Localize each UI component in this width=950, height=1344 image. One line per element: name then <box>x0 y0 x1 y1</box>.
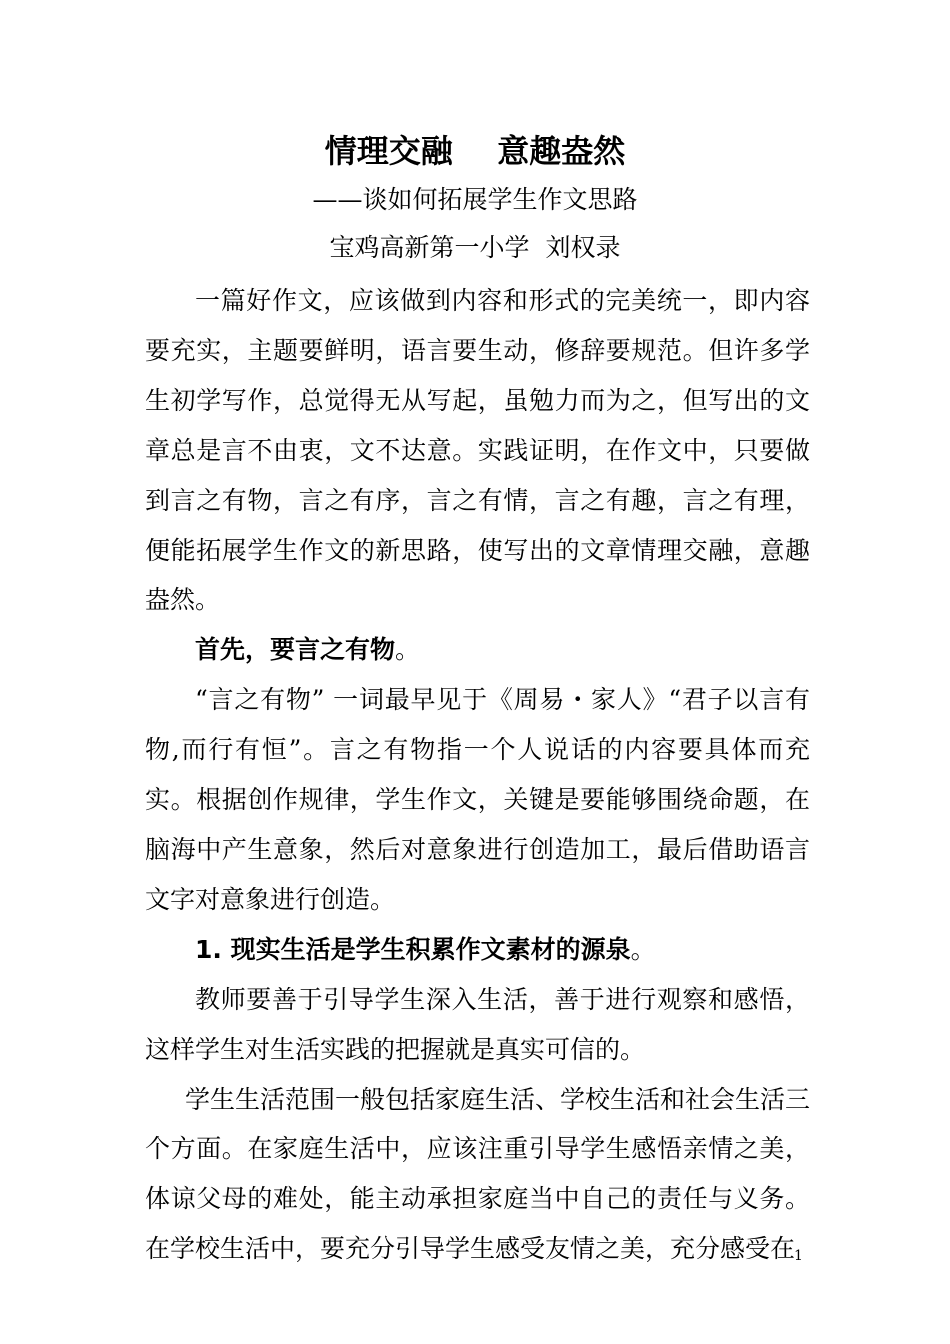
section-heading-first-bold: 首先，要言之有物 <box>195 635 396 665</box>
page-number: 1 <box>794 1248 803 1264</box>
paragraph-intro: 一篇好作文，应该做到内容和形式的完美统一，即内容要充实，主题要鲜明，语言要生动，修辞要规范。但许多学生初学写作，总觉得无从写起，虽勉力而为之，但写出的文章总是言不由衷，文不达意。实践证明，在作文中，只要做到言之有物，言之有序，言之有情，言之有趣，言之有理，便能拓展学生作文的新思路，使写出的文章情理交融，意趣盎然。 <box>145 286 810 615</box>
section-heading-first <box>145 625 810 675</box>
author-line: 宝鸡高新第一小学 刘权录 <box>329 233 621 262</box>
document-body <box>145 276 810 1274</box>
document-subtitle: ——谈如何拓展学生作文思路 <box>312 185 638 214</box>
paragraph-meaning: “言之有物” 一词最早见于《周易・家人》“君子以言有物,而行有恒”。言之有物指一个人说话的内容要具体而充实。根据创作规律，学生作文，关键是要能够围绕命题，在脑海中产生意象，然后对意象进行创造加工，最后借助语言文字对意象进行创造。 <box>145 685 810 914</box>
subsection-heading-1-bold: 1. 现实生活是学生积累作文素材的源泉 <box>195 934 631 964</box>
document-title: 情理交融 意趣盎然 <box>324 132 626 170</box>
subsection-heading-1-tail: 。 <box>630 934 656 964</box>
paragraph-life-scope: 学生生活范围一般包括家庭生活、学校生活和社会生活三个方面。在家庭生活中，应该注重引导学生感悟亲情之美，体谅父母的难处，能主动承担家庭当中自己的责任与义务。在学校生活中，要充分引导学生感受友情之美，充分感受在 <box>145 1084 811 1264</box>
paragraph-teacher: 教师要善于引导学生深入生活，善于进行观察和感悟，这样学生对生活实践的把握就是真实可信的。 <box>145 984 810 1064</box>
subsection-heading-1 <box>145 925 810 975</box>
section-heading-first-tail: 。 <box>395 635 421 665</box>
